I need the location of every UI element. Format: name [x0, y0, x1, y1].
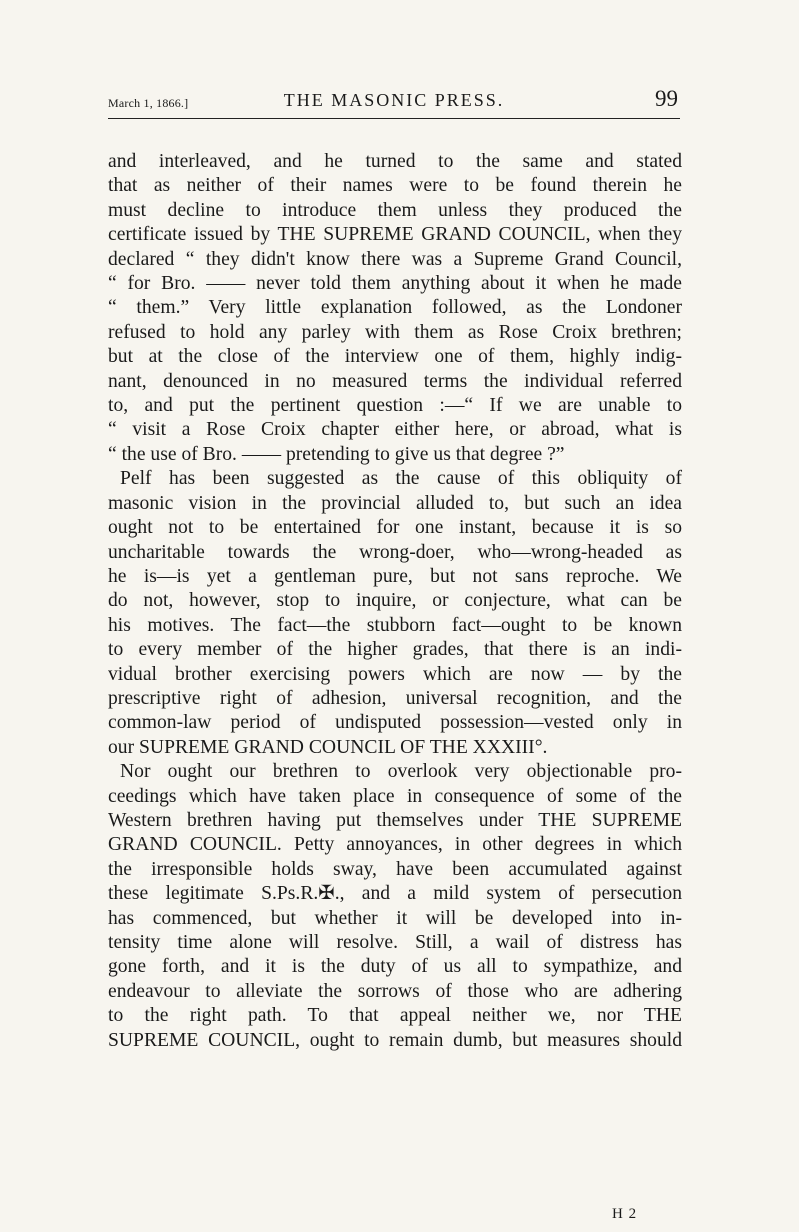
text-line: gone forth, and it is the duty of us all to sympathize, and — [108, 956, 682, 978]
text-line: masonic vision in the provincial alluded to, but such an idea — [108, 492, 682, 514]
signature-mark: H 2 — [612, 1206, 638, 1222]
text-line: endeavour to alleviate the sorrows of those who are adhering — [108, 980, 682, 1002]
text-line: vidual brother exercising powers which are now — by the — [108, 663, 682, 685]
text-line: he is—is yet a gentleman pure, but not sans reproche. We — [108, 565, 682, 587]
text-line: to every member of the higher grades, that there is an indi- — [108, 639, 682, 661]
text-line: “ them.” Very little explanation followed, as the Londoner — [108, 297, 682, 319]
text-line: common-law period of undisputed possession—vested only in — [108, 712, 682, 734]
text-line: tensity time alone will resolve. Still, a wail of distress has — [108, 932, 682, 953]
text-line: prescriptive right of adhesion, universal recognition, and the — [108, 687, 682, 709]
text-line: his motives. The fact—the stubborn fact—ought to be known — [108, 614, 682, 636]
text-line: ought not to be entertained for one instant, because it is so — [108, 517, 682, 539]
running-title: THE MASONIC PRESS. — [283, 90, 505, 110]
text-line: “ for Bro. —— never told them anything about it when he made — [108, 273, 682, 295]
text-line: Western brethren having put themselves under THE SUPREME — [108, 809, 682, 831]
text-line: “ visit a Rose Croix chapter either here, or abroad, what is — [108, 419, 682, 441]
issue-date: March 1, 1866.] — [108, 96, 189, 110]
text-line: Nor ought our brethren to overlook very objectionable pro- — [120, 761, 682, 783]
text-line: uncharitable towards the wrong-doer, who—wrong-headed as — [108, 541, 682, 563]
text-line: certificate issued by THE SUPREME GRAND COUNCIL, when they — [108, 224, 682, 246]
text-line: GRAND COUNCIL. Petty annoyances, in other degrees in which — [108, 834, 682, 856]
text-line: nant, denounced in no measured terms the individual referred — [108, 370, 682, 392]
text-line: has commenced, but whether it will be developed into in- — [108, 907, 682, 929]
text-line: to, and put the pertinent question :—“ If we are unable to — [108, 395, 682, 417]
text-line: and interleaved, and he turned to the same and stated — [108, 151, 682, 172]
text-line: to the right path. To that appeal neither we, nor THE — [108, 1005, 682, 1027]
text-line: refused to hold any parley with them as Rose Croix brethren; — [108, 321, 682, 343]
text-line: “ the use of Bro. —— pretending to give us that degree ?” — [108, 443, 565, 465]
page-number: 99 — [655, 86, 678, 111]
text-line: but at the close of the interview one of them, highly indig- — [108, 346, 682, 368]
running-header — [108, 82, 680, 119]
article-body — [108, 150, 682, 1053]
text-line: SUPREME COUNCIL, ought to remain dumb, but measures should — [108, 1029, 682, 1051]
text-line: these legitimate S.Ps.R.✠., and a mild system of persecution — [108, 883, 682, 905]
text-line: do not, however, stop to inquire, or conjecture, what can be — [108, 590, 682, 612]
text-line: declared “ they didn't know there was a Supreme Grand Council, — [108, 248, 682, 270]
text-line: our SUPREME GRAND COUNCIL OF THE XXXIII°. — [108, 736, 548, 758]
text-line: must decline to introduce them unless they produced the — [108, 199, 682, 221]
text-line: Pelf has been suggested as the cause of this obliquity of — [120, 468, 682, 490]
text-line: that as neither of their names were to be found therein he — [108, 175, 682, 197]
text-line: ceedings which have taken place in consequence of some of the — [108, 785, 682, 807]
text-line: the irresponsible holds sway, have been accumulated against — [108, 858, 682, 880]
